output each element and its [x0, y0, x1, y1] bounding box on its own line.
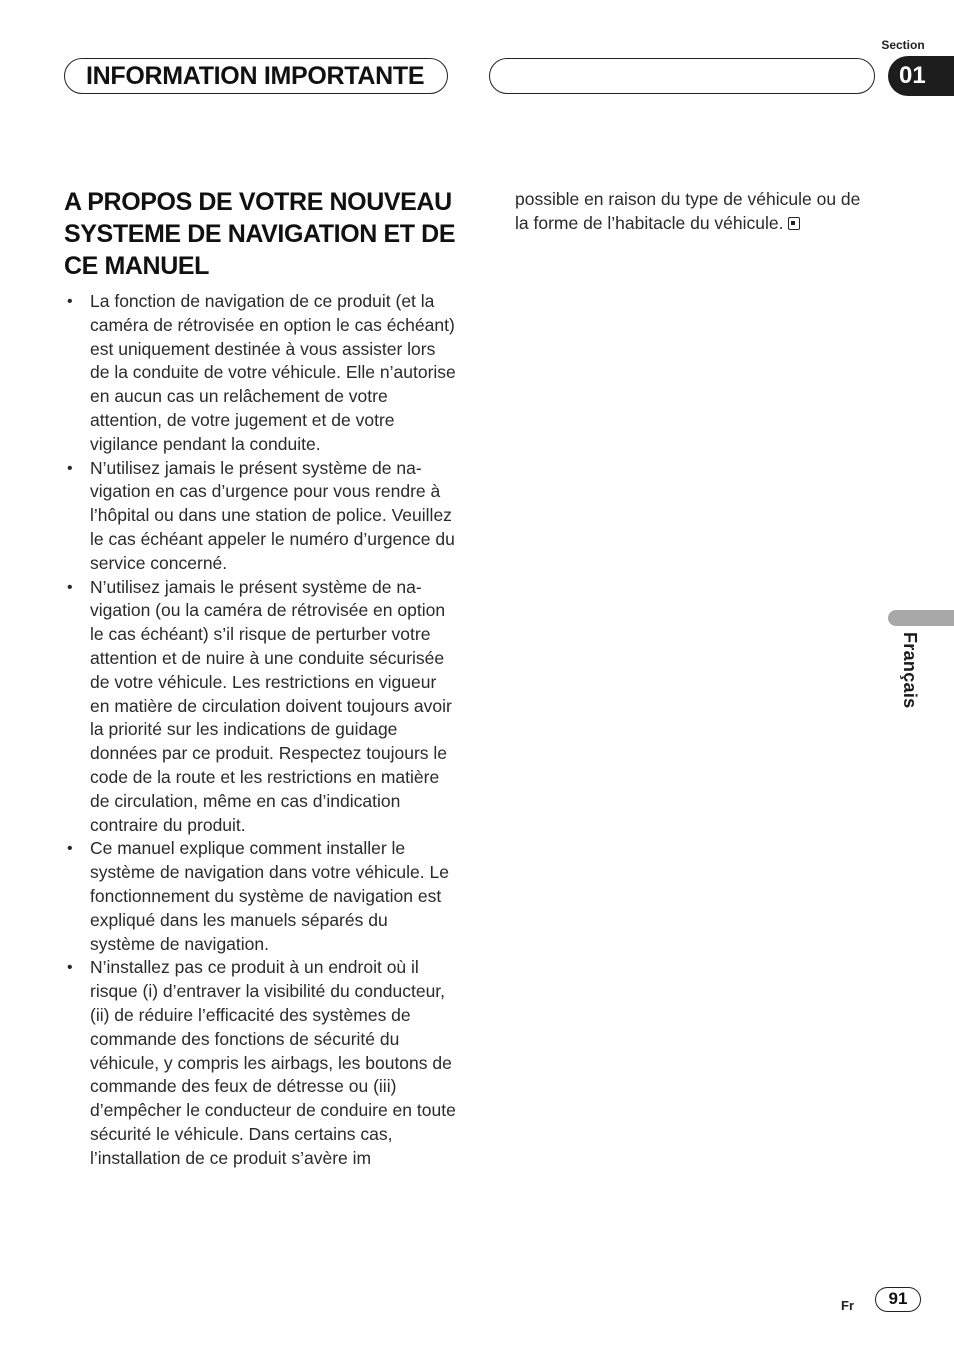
- page-number: 91: [875, 1287, 921, 1312]
- bullet-dot: •: [67, 578, 73, 596]
- header-blank-frame: [489, 58, 875, 94]
- bullet-list: [64, 290, 456, 1170]
- section-number-tab: 01: [888, 56, 954, 96]
- language-tab-marker: [888, 610, 954, 626]
- bullet-text: N’utilisez jamais le présent système de navigation en cas d’urgence pour vous rendre à l’hôpital ou dans une station de police. Veuillez le cas échéant appeler le numéro d’urgence du service concerné.: [90, 457, 455, 573]
- bullet-dot: •: [67, 840, 73, 858]
- page-header-title: INFORMATION IMPORTANTE: [86, 62, 425, 90]
- section-heading: A PROPOS DE VOTRE NOUVEAU SYSTEME DE NAVIGATION ET DE CE MANUEL: [64, 188, 456, 280]
- language-label: Français: [900, 632, 920, 709]
- bullet-dot: •: [67, 459, 73, 477]
- bullet-item: [64, 956, 456, 1170]
- bullet-item: [64, 837, 456, 956]
- continuation-paragraph: [515, 188, 875, 236]
- bullet-text: Ce manuel explique comment installer le système de navigation dans votre véhicule. Le fonctionnement du système de navigation est expliqué dans les manuels séparés du système de navigation.: [90, 838, 449, 954]
- bullet-item: [64, 290, 456, 457]
- bullet-text: N’installez pas ce produit à un endroit où il risque (i) d’entraver la visibilité du conducteur, (ii) de réduire l’efficacité des systèmes de commande des fonctions de sécurité du véhicule, y compris les airbags, les boutons de commande des feux de détresse ou (iii) d’empêcher le conducteur de conduire en toute sécurité le véhicule. Dans certains cas, l’installation de ce produit s’avère im: [90, 957, 456, 1168]
- bullet-dot: •: [67, 959, 73, 977]
- bullet-dot: •: [67, 293, 73, 310]
- bullet-item: [64, 457, 456, 576]
- continuation-text: possible en raison du type de véhicule ou de la forme de l’habitacle du véhicule.: [515, 189, 861, 233]
- footer-language-code: Fr: [841, 1298, 854, 1313]
- end-of-section-icon: [788, 217, 800, 230]
- bullet-item: [64, 576, 456, 838]
- section-label: Section: [881, 38, 925, 52]
- bullet-text: N’utilisez jamais le présent système de navigation (ou la caméra de rétrovisée en option le cas échéant) s’il risque de perturber votre attention et de nuire à une conduite sécurisée de votre véhicule. Les restrictions en vigueur en matière de circulation doivent toujours avoir la priorité sur les indications de guidage données par ce produit. Respectez toujours le code de la route et les restrictions en matière de circulation, même en cas d’indication contraire du produit.: [90, 576, 452, 835]
- bullet-text: La fonction de navigation de ce produit (et la caméra de rétrovisée en option le cas échéant) est uniquement destinée à vous assister lors de la conduite de votre véhicule. Elle n’autorise en aucun cas un relâchement de votre attention, de votre jugement et de votre vigilance pendant la conduite.: [90, 291, 456, 454]
